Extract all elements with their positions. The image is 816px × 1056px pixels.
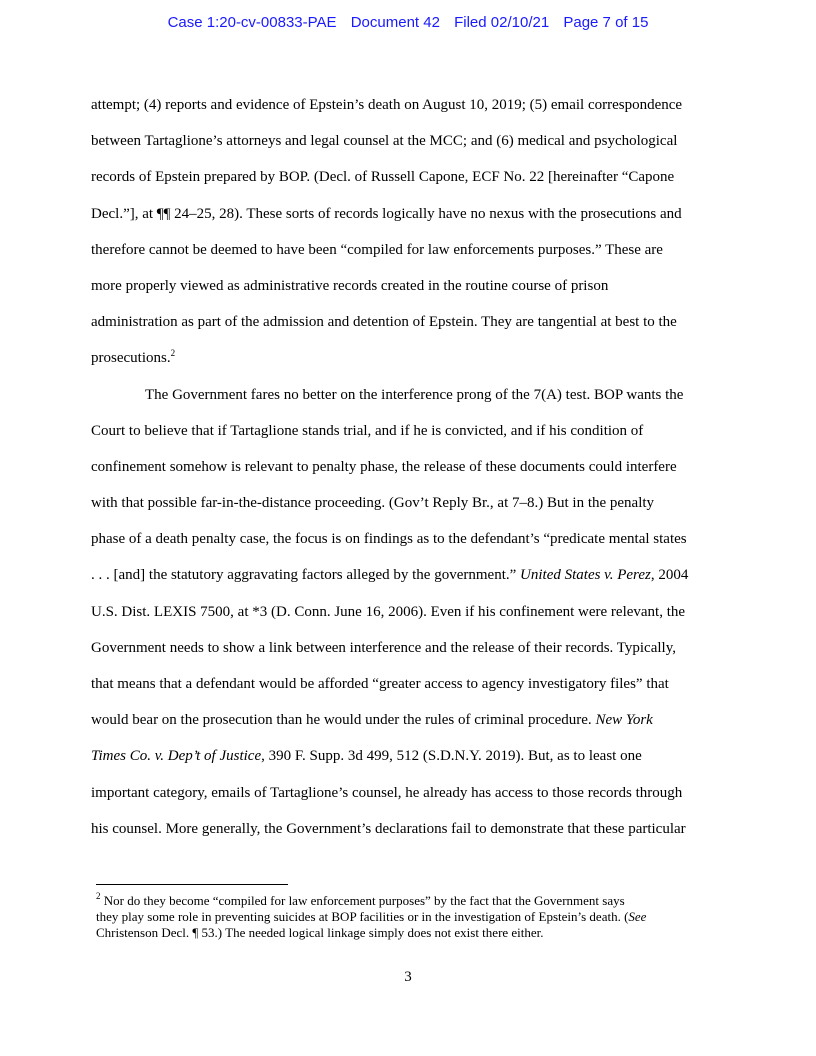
page-number: 3: [404, 969, 412, 985]
body-line: records of Epstein prepared by BOP. (Decl. of Russell Capone, ECF No. 22 [hereinafter “Capone: [91, 169, 675, 186]
signal-see: See: [628, 909, 647, 924]
paragraph-start: The Government fares no better on the interference prong of the 7(A) test. BOP wants the: [145, 386, 684, 403]
body-line: Court to believe that if Tartaglione stands trial, and if he is convicted, and if his condition of: [91, 422, 644, 439]
case-citation: New York: [595, 712, 653, 729]
case-citation: United States v. Perez: [520, 567, 651, 584]
body-line: Decl.”], at ¶¶ 24–25, 28). These sorts of records logically have no nexus with the prosecutions and: [91, 205, 682, 222]
ecf-header: [0, 14, 816, 31]
body-line: between Tartaglione’s attorneys and legal counsel at the MCC; and (6) medical and psychological: [91, 133, 678, 150]
body-text: [91, 94, 731, 854]
body-text-span: . . . [and] the statutory aggravating factors alleged by the government.”: [91, 567, 521, 584]
body-text-span: prosecutions.: [91, 350, 171, 367]
filed-date: Filed 02/10/21: [454, 14, 550, 31]
body-line: [91, 564, 731, 600]
footnote-reference[interactable]: 2: [170, 348, 176, 359]
body-text-span: , 390 F. Supp. 3d 499, 512 (S.D.N.Y. 2019). But, as to least one: [261, 748, 642, 765]
body-text-span: would bear on the prosecution than he would under the rules of criminal procedure.: [91, 712, 596, 729]
body-line: Government needs to show a link between interference and the release of their records. Typically,: [91, 639, 676, 656]
body-line: phase of a death penalty case, the focus is on findings as to the defendant’s “predicate mental states: [91, 531, 687, 548]
document-number: Document 42: [350, 14, 440, 31]
footnote-text: Nor do they become “compiled for law enforcement purposes” by the fact that the Government says: [100, 893, 625, 908]
case-number: Case 1:20-cv-00833-PAE: [167, 14, 337, 31]
footnote: [96, 893, 736, 941]
footnote-line: [96, 893, 736, 909]
footnote-line: [96, 909, 736, 925]
body-line: [91, 709, 731, 745]
footnote-divider: [96, 884, 288, 885]
body-line: U.S. Dist. LEXIS 7500, at *3 (D. Conn. June 16, 2006). Even if his confinement were relevant, the: [91, 603, 686, 620]
body-line: attempt; (4) reports and evidence of Epstein’s death on August 10, 2019; (5) email correspondence: [91, 97, 683, 113]
body-line: administration as part of the admission and detention of Epstein. They are tangential at best to the: [91, 314, 677, 331]
body-line: his counsel. More generally, the Government’s declarations fail to demonstrate that these particular: [91, 820, 686, 837]
page-of-pages: Page 7 of 15: [563, 14, 649, 31]
body-line: [91, 347, 731, 383]
body-line: important category, emails of Tartaglione’s counsel, he already has access to those records through: [91, 784, 683, 801]
body-line: with that possible far-in-the-distance proceeding. (Gov’t Reply Br., at 7–8.) But in the penalty: [91, 495, 655, 512]
body-line: therefore cannot be deemed to have been “compiled for law enforcements purposes.” These are: [91, 241, 663, 258]
footnote-text: they play some role in preventing suicides at BOP facilities or in the investigation of Epstein’s death. (: [96, 909, 629, 924]
body-text-span: , 2004: [650, 567, 689, 584]
body-line: [91, 745, 731, 781]
body-line: confinement somehow is relevant to penalty phase, the release of these documents could interfere: [91, 458, 677, 475]
footnote-line: Christenson Decl. ¶ 53.) The needed logical linkage simply does not exist there either.: [96, 925, 544, 940]
body-line: that means that a defendant would be afforded “greater access to agency investigatory files” that: [91, 676, 669, 692]
case-citation: Times Co. v. Dep’t of Justice: [91, 748, 262, 765]
footnote-marker: 2: [96, 891, 101, 901]
body-line: more properly viewed as administrative records created in the routine course of prison: [91, 277, 609, 294]
